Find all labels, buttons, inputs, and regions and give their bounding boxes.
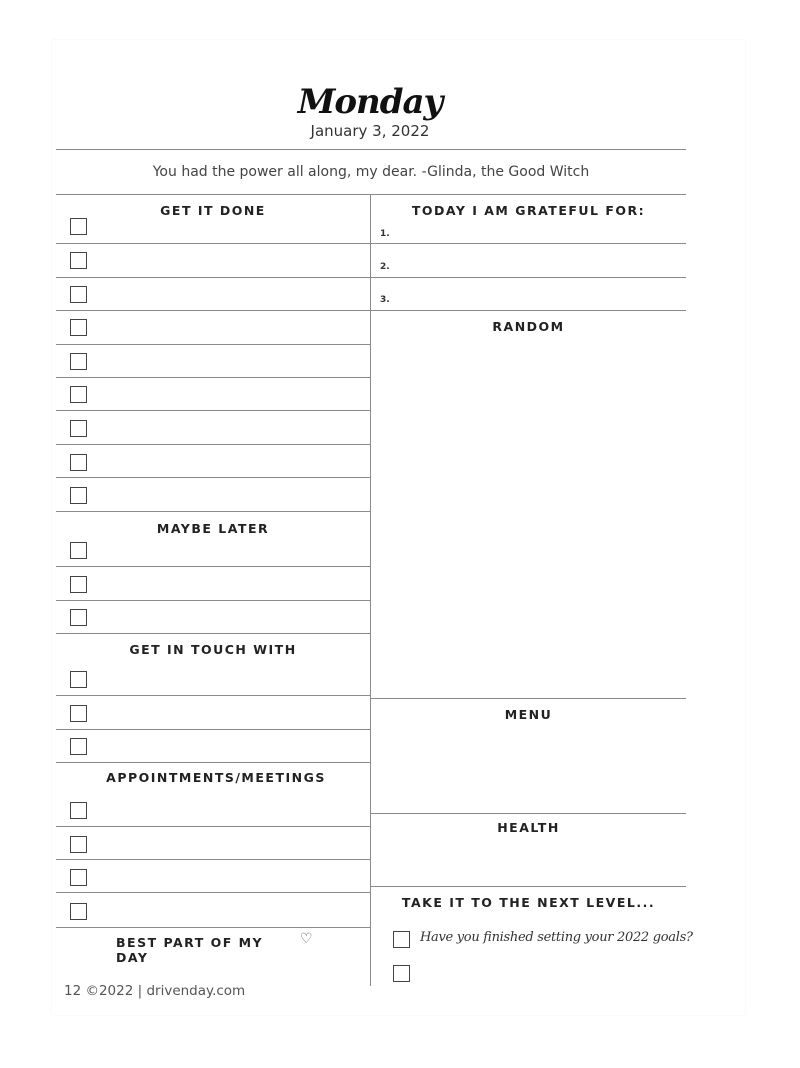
- task-checkbox[interactable]: [70, 836, 87, 853]
- section-menu: MENU: [504, 707, 553, 722]
- task-checkbox[interactable]: [70, 542, 87, 559]
- row-line: [56, 444, 370, 445]
- grateful-item-number: 2.: [380, 262, 390, 272]
- divider: [56, 149, 686, 150]
- goal-checkbox[interactable]: [393, 965, 410, 982]
- grateful-item-number: 3.: [380, 295, 390, 305]
- daily-quote: You had the power all along, my dear. -Glinda, the Good Witch: [152, 164, 590, 180]
- section-maybe-later: MAYBE LATER: [156, 521, 270, 536]
- section-best-part: BEST PART OF MY DAY: [116, 935, 264, 965]
- row-line: [371, 310, 686, 311]
- goal-prompt: Have you finished setting your 2022 goals?: [420, 930, 693, 945]
- day-title: Monday: [297, 82, 443, 122]
- heart-icon: ♡: [300, 931, 313, 947]
- row-line: [56, 410, 370, 411]
- section-get-it-done: GET IT DONE: [160, 203, 266, 218]
- task-checkbox[interactable]: [70, 420, 87, 437]
- row-line: [56, 566, 370, 567]
- section-grateful: TODAY I AM GRATEFUL FOR:: [411, 203, 646, 218]
- task-checkbox[interactable]: [70, 252, 87, 269]
- task-checkbox[interactable]: [70, 705, 87, 722]
- row-line: [56, 377, 370, 378]
- row-line: [371, 277, 686, 278]
- task-checkbox[interactable]: [70, 319, 87, 336]
- row-line: [56, 633, 370, 634]
- task-checkbox[interactable]: [70, 286, 87, 303]
- task-checkbox[interactable]: [70, 454, 87, 471]
- task-checkbox[interactable]: [70, 903, 87, 920]
- divider: [56, 194, 686, 195]
- section-health: HEALTH: [497, 820, 560, 835]
- page-footer: 12 ©2022 | drivenday.com: [64, 983, 246, 999]
- row-line: [56, 277, 370, 278]
- section-get-in-touch: GET IN TOUCH WITH: [129, 642, 297, 657]
- section-next-level: TAKE IT TO THE NEXT LEVEL...: [401, 895, 656, 910]
- task-checkbox[interactable]: [70, 609, 87, 626]
- task-checkbox[interactable]: [70, 353, 87, 370]
- divider: [371, 886, 686, 887]
- task-checkbox[interactable]: [70, 869, 87, 886]
- row-line: [56, 600, 370, 601]
- column-divider: [370, 194, 371, 986]
- row-line: [56, 344, 370, 345]
- divider: [371, 698, 686, 699]
- row-line: [371, 243, 686, 244]
- task-checkbox[interactable]: [70, 576, 87, 593]
- section-random: RANDOM: [492, 319, 565, 334]
- row-line: [56, 927, 370, 928]
- row-line: [56, 477, 370, 478]
- task-checkbox[interactable]: [70, 671, 87, 688]
- row-line: [56, 826, 370, 827]
- row-line: [56, 729, 370, 730]
- grateful-item-number: 1.: [380, 229, 390, 239]
- row-line: [56, 892, 370, 893]
- row-line: [56, 310, 370, 311]
- row-line: [56, 762, 370, 763]
- divider: [371, 813, 686, 814]
- section-appointments: APPOINTMENTS/MEETINGS: [106, 770, 326, 785]
- row-line: [56, 243, 370, 244]
- date-label: January 3, 2022: [310, 122, 430, 140]
- row-line: [56, 511, 370, 512]
- row-line: [56, 695, 370, 696]
- goal-checkbox[interactable]: [393, 931, 410, 948]
- task-checkbox[interactable]: [70, 738, 87, 755]
- task-checkbox[interactable]: [70, 487, 87, 504]
- task-checkbox[interactable]: [70, 218, 87, 235]
- row-line: [56, 859, 370, 860]
- task-checkbox[interactable]: [70, 802, 87, 819]
- task-checkbox[interactable]: [70, 386, 87, 403]
